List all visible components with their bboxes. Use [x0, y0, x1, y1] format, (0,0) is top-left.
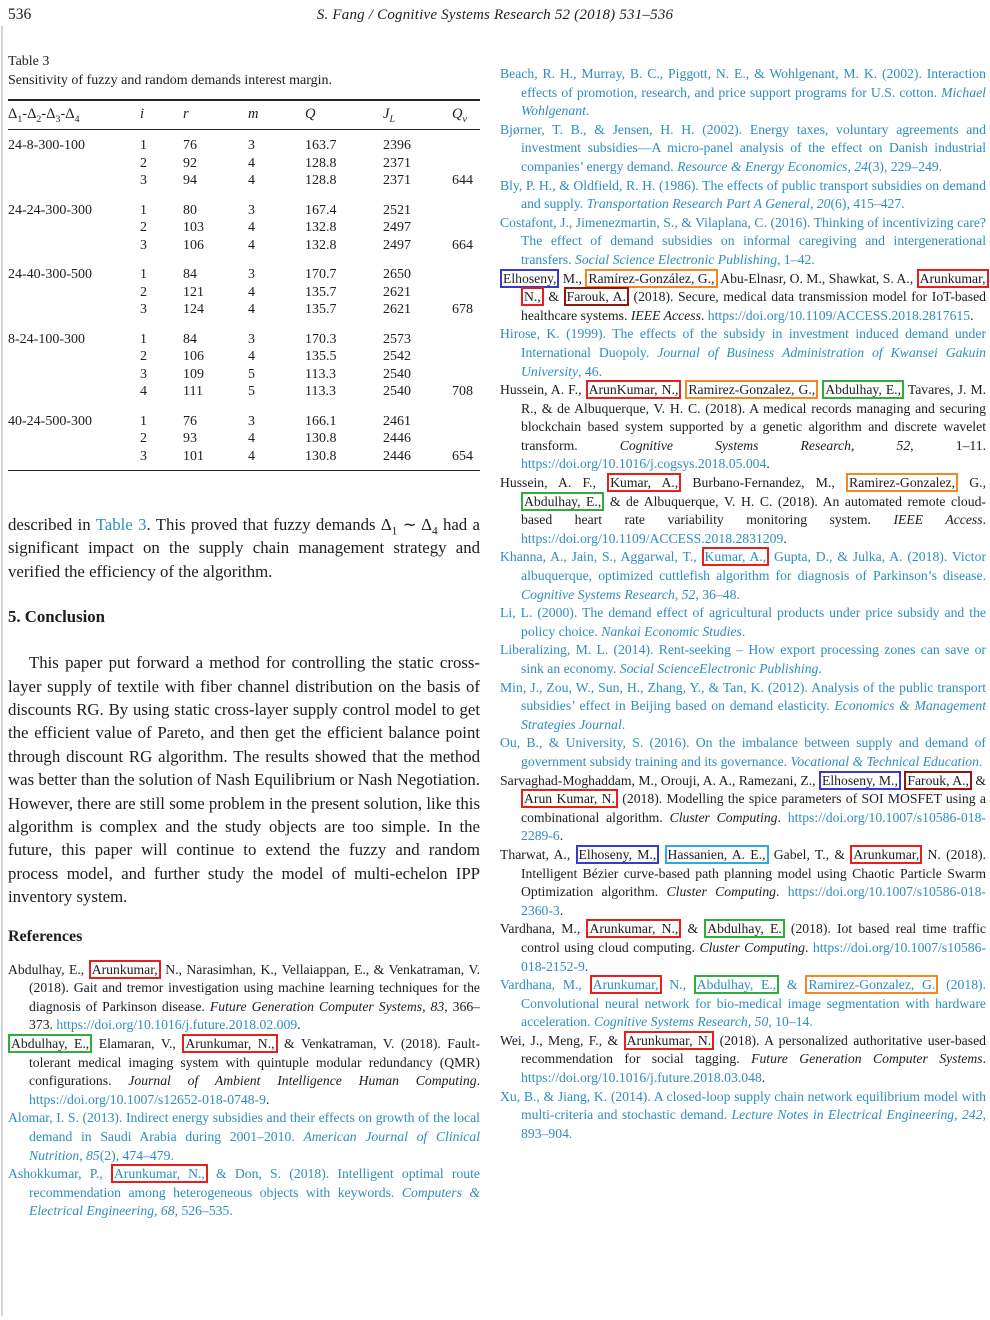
table-row: 2 103 4 132.8 2497 [140, 220, 411, 235]
table-body [8, 130, 480, 471]
doi-link[interactable]: https://doi.org/10.1109/ACCESS.2018.2831209 [521, 530, 784, 546]
highlighted-author-blue: Elhoseny, [500, 269, 559, 288]
highlighted-author-blue: Elhoseny, M., [576, 845, 660, 864]
table-3-crossref[interactable]: Table 3 [95, 515, 147, 534]
table-row: 3 101 4 130.8 2446 654 [140, 448, 473, 464]
table-header-row [8, 100, 480, 130]
reference-entry: Xu, B., & Jiang, K. (2014). A closed-loop supply chain network equilibrium model with multi-criteria and stochastic demand. Lecture Notes in Electrical Engineering, 242, 893–904. [500, 1088, 986, 1141]
highlighted-author-green: Abdulhay, E., [8, 1034, 92, 1053]
doi-link[interactable]: https://doi.org/10.1016/j.future.2018.02.009 [56, 1017, 298, 1033]
table-row: 2 121 4 135.7 2621 [140, 284, 411, 300]
highlighted-author-red: Arunkumar, [590, 975, 662, 994]
reference-entry: Min, J., Zou, W., Sun, H., Zhang, Y., & Tan, K. (2012). Analysis of the public transport subsidies’ effect in Beijing based on demand elasticity. Economics & Management Strategies Journal. [500, 679, 986, 732]
references-heading: References [8, 927, 83, 945]
highlighted-author-green: Abdulhay, E., [521, 492, 604, 511]
highlighted-author-red: Arunkumar, N. [624, 1031, 715, 1050]
highlighted-author-blue: Elhoseny, M., [819, 771, 901, 790]
table-row: 8-24-100-300 1 84 3 170.3 2573 [8, 331, 411, 347]
highlighted-author-maroon: Farouk, A., [904, 771, 972, 790]
highlighted-author-red: Arunkumar, N., [586, 919, 681, 938]
highlighted-author-lightblue: Hassanien, A. E., [665, 845, 769, 864]
highlighted-author-red: Arunkumar, [850, 845, 922, 864]
table-column-header: $Q_v$ [452, 100, 480, 130]
reference-entry: Liberalizing, M. L. (2014). Rent-seeking – How export processing zones can save or sink an economy. Social ScienceElectronic Publishing. [500, 642, 986, 676]
table-row: 4 111 5 113.3 2540 708 [140, 384, 473, 399]
table-row: 2 92 4 128.8 2371 [140, 155, 411, 171]
references-right [500, 65, 986, 1143]
doi-link[interactable]: https://doi.org/10.1007/s10586-018-2152-9 [521, 939, 987, 974]
reference-entry: Ou, B., & University, S. (2016). On the imbalance between supply and demand of government subsidy training and its governance. Vocational & Technical Education. [500, 735, 986, 769]
highlighted-author-red: Kumar, A., [702, 547, 770, 566]
reference-entry: Hirose, K. (1999). The effects of the subsidy in investment induced demand under International Duopoly. Journal of Business Administration of Kwansei Gakuin University, 46. [500, 326, 986, 379]
table-3 [8, 99, 480, 471]
highlighted-author-red: Arunkumar, N., [182, 1034, 277, 1053]
table-column-header: $J_L$ [383, 100, 452, 130]
table-row: 24-40-300-500 1 84 3 170.7 2650 [8, 267, 411, 282]
reference-entry: Wei, J., Meng, F., & Arunkumar, N. (2018). A personalized authoritative user-based recommendation for social tagging. Future Generation Computer Systems. https://doi.org/10.1016/j.future.2018.03.048. [500, 1032, 987, 1086]
table-caption: Sensitivity of fuzzy and random demands interest margin. [8, 73, 333, 88]
table-column-header: m [248, 100, 305, 130]
doi-link[interactable]: https://doi.org/10.1007/s12652-018-0748-9 [29, 1091, 266, 1107]
table-continuation-paragraph: described in Table 3. This proved that fuzzy demands $\Delta_1$ ∼ $\Delta_4$ had a significant impact on the supply chain management strategy and verified the efficiency of the algorithm. [8, 515, 480, 581]
highlighted-author-red: ArunKumar, N., [586, 380, 682, 399]
right-column [500, 50, 986, 1143]
conclusion-paragraph: This paper put forward a method for controlling the static cross-layer supply of textile with fiber channel distribution on the basis of discounts RG. By using static cross-layer supply control model to get the efficient value of Pareto, and then get the efficient balance point through discount RG algorithm. The results showed that the method was better than the solution of Nash Equilibrium or Nash Negotiation. However, there are still some problem in the present solution, like this algorithm is complex and the study objects are too simple. In the future, this paper will continue to extend the fuzzy and random process model, and further study the model of multi-echelon IPP inventory system. [8, 653, 480, 907]
table-column-header: r [183, 100, 248, 130]
table-row: 2 106 4 135.5 2542 [140, 349, 411, 364]
highlighted-author-green: Abdulhay, E. [704, 919, 784, 938]
highlighted-author-orange: Ramírez-González, G., [585, 269, 717, 288]
table-row: 3 124 4 135.7 2621 678 [140, 302, 473, 317]
reference-entry: Li, L. (2000). The demand effect of agricultural products under price subsidy and the policy choice. Nankai Economic Studies. [500, 605, 986, 639]
table-row: 2 93 4 130.8 2446 [140, 431, 411, 446]
highlighted-author-red: Arunkumar, [89, 960, 161, 979]
reference-entry: Sarvaghad-Moghaddam, M., Orouji, A. A., Ramezani, Z., Elhoseny, M., Farouk, A., & Arun Kumar, N. (2018). Modelling the spice parameters of SOI MOSFET using a combinational algorithm. Cluster Computing. https://doi.org/10.1007/s10586-018-2289-6. [500, 772, 987, 844]
highlighted-author-red: Arun Kumar, N. [521, 789, 618, 808]
doi-link[interactable]: https://doi.org/10.1007/s10586-018-2289-6 [521, 809, 986, 844]
doi-link[interactable]: https://doi.org/10.1007/s10586-018-2360-3 [521, 884, 986, 918]
highlighted-author-red: Arunkumar, N., [521, 269, 989, 307]
table-column-header: i [140, 100, 183, 130]
reference-entry: Bjørner, T. B., & Jensen, H. H. (2002). Energy taxes, voluntary agreements and investment subsidies—A micro-panel analysis of the effect on Danish industrial companies’ energy demand. Resource & Energy Economics, 24(3), 229–249. [500, 121, 986, 174]
reference-entry: Alomar, I. S. (2013). Indirect energy subsidies and their effects on growth of the local demand in Saudi Arabia during 2001–2010. American Journal of Clinical Nutrition, 85(2), 474–479. [8, 1110, 481, 1163]
left-column [8, 52, 480, 1221]
table-row: 3 106 4 132.8 2497 664 [140, 237, 473, 253]
table-label: Table 3 [8, 54, 50, 69]
page-number: 536 [8, 6, 32, 23]
reference-entry: Vardhana, M., Arunkumar, N., & Abdulhay, E. (2018). Iot based real time traffic control using cloud computing. Cluster Computing. https://doi.org/10.1007/s10586-018-2152-9. [500, 921, 987, 974]
table-row: 24-8-300-100 1 76 3 163.7 2396 [8, 138, 411, 153]
reference-entry: Bly, P. H., & Oldfield, R. H. (1986). The effects of public transport subsidies on demand and supply. Transportation Research Part A General, 20(6), 415–427. [500, 177, 986, 212]
reference-entry: Abdulhay, E., Arunkumar, N., Narasimhan, K., Vellaiappan, E., & Venkatraman, V. (2018). Gait and tremor investigation using machine learning techniques for the diagnosis of Parkinson disease. Future Generation Computer Systems, 83, 366–373. https://doi.org/10.1016/j.future.2018.02.009. [8, 961, 481, 1033]
table-row: 24-24-300-300 1 80 3 167.4 2521 [8, 202, 411, 218]
table-row: 3 109 5 113.3 2540 [140, 366, 411, 382]
conclusion-heading: 5. Conclusion [8, 607, 105, 627]
table-column-header: $\Delta_1-\Delta_2-\Delta_3-\Delta_4$ [8, 100, 140, 130]
table-column-header: Q [305, 100, 383, 130]
highlighted-author-red: Arunkumar, N., [111, 1164, 208, 1183]
highlighted-author-green: Abdulhay, E., [822, 380, 904, 399]
reference-entry: Tharwat, A., Elhoseny, M., Hassanien, A. E., Gabel, T., & Arunkumar, N. (2018). Intelligent Bézier curve-based path planning model using Chaotic Particle Swarm Optimization algorithm. Cluster Computing. https://doi.org/10.1007/s10586-018-2360-3. [500, 846, 986, 918]
highlighted-author-orange: Ramirez-Gonzalez, [846, 473, 958, 492]
running-head: S. Fang / Cognitive Systems Research 52 (2018) 531–536 [316, 7, 674, 23]
reference-entry: Hussein, A. F., Kumar, A., Burbano-Fernandez, M., Ramirez-Gonzalez, G., Abdulhay, E., & de Albuquerque, V. H. C. (2018). An automated remote cloud-based heart rate variability monitoring system. IEEE Access. https://doi.org/10.1109/ACCESS.2018.2831209. [500, 475, 986, 546]
reference-entry: Hussein, A. F., ArunKumar, N., Ramirez-Gonzalez, G., Abdulhay, E., Tavares, J. M. R., & de Albuquerque, V. H. C. (2018). A medical records managing and securing blockchain based system supported by a genetic algorithm and discrete wavelet transform. Cognitive Systems Research, 52, 1–11. https://doi.org/10.1016/j.cogsys.2018.05.004. [500, 382, 987, 472]
reference-entry: Abdulhay, E., Elamaran, V., Arunkumar, N., & Venkatraman, V. (2018). Fault-tolerant medical imaging system with quintuple modular redundancy (QMR) configurations. Journal of Ambient Intelligence Human Computing. https://doi.org/10.1007/s12652-018-0748-9. [8, 1035, 480, 1109]
doi-link[interactable]: https://doi.org/10.1016/j.cogsys.2018.05.004 [521, 456, 767, 472]
highlighted-author-red: Kumar, A., [607, 473, 681, 492]
references-left [8, 961, 480, 1221]
reference-entry: Costafont, J., Jimenezmartin, S., & Vilaplana, C. (2016). Thinking of incentivizing care? The effect of demand subsidies on informal caregiving and intergenerational transfers. Social Science Electronic Publishing, 1–42. [500, 214, 986, 267]
reference-entry: Khanna, A., Jain, S., Aggarwal, T., Kumar, A., Gupta, D., & Julka, A. (2018). Victor albuquerque, optimized cuttlefish algorithm for diagnosis of Parkinson’s disease. Cognitive Systems Research, 52, 36–48. [500, 549, 986, 602]
reference-entry: Ashokkumar, P., Arunkumar, N., & Don, S. (2018). Intelligent optimal route recommendation among heterogeneous objects with keywords. Computers & Electrical Engineering, 68, 526–535. [8, 1166, 480, 1219]
table-row: 40-24-500-300 1 76 3 166.1 2461 [8, 413, 411, 429]
highlighted-author-green: Abdulhay, E., [694, 975, 779, 994]
reference-entry: Vardhana, M., Arunkumar, N., Abdulhay, E., & Ramirez-Gonzalez, G. (2018). Convolutional neural network for bio-medical image segmentation with hardware acceleration. Cognitive Systems Research, 50, 10–14. [500, 977, 987, 1030]
reference-entry: Beach, R. H., Murray, B. C., Piggott, N. E., & Wohlgenant, M. K. (2002). Interaction effects of promotion, research, and price support programs for U.S. cotton. Michael Wohlgenant. [500, 66, 986, 119]
highlighted-author-maroon: Farouk, A. [564, 287, 629, 306]
highlighted-author-orange: Ramirez-Gonzalez, G., [685, 380, 818, 399]
highlighted-author-orange: Ramirez-Gonzalez, G. [805, 975, 938, 994]
table-row: 3 94 4 128.8 2371 644 [140, 173, 473, 188]
reference-entry: Elhoseny, M., Ramírez-González, G., Abu-Elnasr, O. M., Shawkat, S. A., Arunkumar, N., & Farouk, A. (2018). Secure, medical data transmission model for IoT-based healthcare systems. IEEE Access. https://doi.org/10.1109/ACCESS.2018.2817615. [500, 270, 986, 326]
scan-edge-line [1, 26, 3, 1316]
doi-link[interactable]: https://doi.org/10.1016/j.future.2018.03.048 [521, 1070, 762, 1086]
doi-link[interactable]: https://doi.org/10.1109/ACCESS.2018.2817615 [707, 307, 971, 323]
